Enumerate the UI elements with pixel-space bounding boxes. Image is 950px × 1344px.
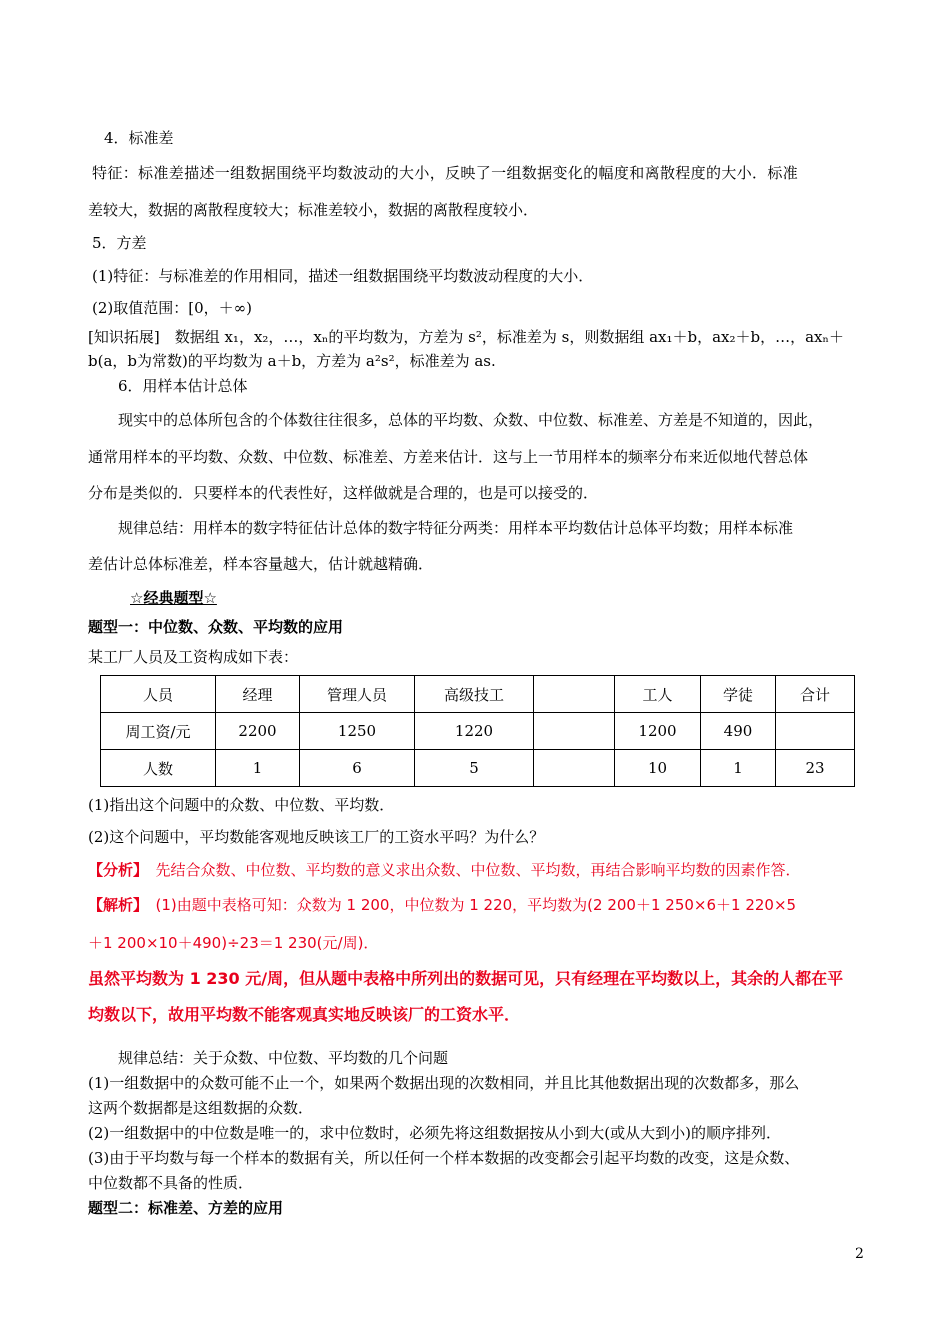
table-cell: 490 [701, 713, 776, 750]
paragraph-line: 现实中的总体所包含的个体数往往很多，总体的平均数、众数、中位数、标准差、方差是不知道的，因此， [118, 411, 824, 429]
solution-line: 均数以下，故用平均数不能客观真实地反映该厂的工资水平． [88, 1005, 521, 1024]
analysis-text: 先结合众数、中位数、平均数的意义求出众数、中位数、平均数，再结合影响平均数的因素作答． [140, 861, 801, 879]
paragraph-line: 分布是类似的．只要样本的代表性好，这样做就是合理的，也是可以接受的． [88, 484, 599, 502]
question-type-title: 题型二：标准差、方差的应用 [88, 1199, 284, 1217]
table-cell: 人员 [101, 676, 216, 713]
solution [88, 895, 796, 915]
paragraph-line: 差估计总体标准差，样本容量越大，估计就越精确． [88, 555, 434, 573]
table-cell [534, 676, 615, 713]
paragraph-line: 通常用样本的平均数、众数、中位数、标准差、方差来估计．这与上一节用样本的频率分布来近似地代替总体 [88, 448, 809, 466]
wage-table [100, 675, 855, 787]
heading-5: 5．方差 [92, 234, 147, 252]
table-cell: 2200 [216, 713, 300, 750]
analysis [88, 860, 801, 880]
paragraph-line: (2)取值范围：[0，＋∞) [92, 299, 252, 317]
knowledge-extension: [知识拓展] 数据组 x₁，x₂，…，xₙ的平均数为，方差为 s²，标准差为 s，则数据组 ax₁＋b，ax₂＋b，…，axₙ＋ [88, 328, 845, 346]
summary-item: 中位数都不具备的性质． [88, 1174, 254, 1192]
table-cell: 合计 [776, 676, 855, 713]
paragraph-line: 特征：标准差描述一组数据围绕平均数波动的大小，反映了一组数据变化的幅度和离散程度的大小．标准 [92, 164, 799, 182]
table-cell: 人数 [101, 750, 216, 787]
table-cell: 周工资/元 [101, 713, 216, 750]
table-cell: 1200 [615, 713, 701, 750]
section-title: ☆经典题型☆ [130, 589, 217, 607]
problem-statement: 某工厂人员及工资构成如下表： [88, 648, 299, 666]
table-row [101, 750, 855, 787]
table-cell: 经理 [216, 676, 300, 713]
table-cell: 学徒 [701, 676, 776, 713]
table-cell: 6 [300, 750, 415, 787]
paragraph-line: (1)特征：与标准差的作用相同，描述一组数据围绕平均数波动程度的大小． [92, 267, 594, 285]
analysis-label: 【分析】 [88, 861, 141, 879]
solution-line: 虽然平均数为 1 230 元/周，但从题中表格中所列出的数据可见，只有经理在平均数以上，其余的人都在平 [88, 969, 844, 988]
page-number: 2 [855, 1246, 864, 1262]
summary-item: (1)一组数据中的众数可能不止一个，如果两个数据出现的次数相同，并且比其他数据出现的次数都多，那么 [88, 1074, 800, 1092]
heading-4: 4．标准差 [104, 129, 174, 147]
summary-item: 这两个数据都是这组数据的众数． [88, 1099, 314, 1117]
question-2: (2)这个问题中，平均数能客观地反映该工厂的工资水平吗？为什么？ [88, 828, 545, 846]
question-type-title: 题型一：中位数、众数、平均数的应用 [88, 618, 344, 636]
question-1: (1)指出这个问题中的众数、中位数、平均数． [88, 796, 395, 814]
table-cell: 23 [776, 750, 855, 787]
table-cell: 1 [216, 750, 300, 787]
table-cell [534, 713, 615, 750]
table-cell: 高级技工 [415, 676, 534, 713]
summary-item: (3)由于平均数与每一个样本的数据有关，所以任何一个样本数据的改变都会引起平均数的改变，这是众数、 [88, 1149, 800, 1167]
table-cell [534, 750, 615, 787]
heading-6: 6．用样本估计总体 [118, 377, 248, 395]
solution-label: 【解析】 [88, 896, 141, 914]
paragraph-line: 规律总结：用样本的数字特征估计总体的数字特征分两类：用样本平均数估计总体平均数；用样本标准 [118, 519, 794, 537]
summary-item: (2)一组数据中的中位数是唯一的，求中位数时，必须先将这组数据按从小到大(或从大到小)的顺序排列． [88, 1124, 781, 1142]
table-cell: 管理人员 [300, 676, 415, 713]
knowledge-extension: b(a，b为常数)的平均数为 a＋b，方差为 a²s²，标准差为 as. [88, 352, 496, 370]
summary-title: 规律总结：关于众数、中位数、平均数的几个问题 [118, 1049, 449, 1067]
table-row [101, 676, 855, 713]
solution-line: ＋1 200×10＋490)÷23＝1 230(元/周)． [88, 934, 379, 952]
table-cell: 工人 [615, 676, 701, 713]
table-cell: 5 [415, 750, 534, 787]
table-cell [776, 713, 855, 750]
table-cell: 10 [615, 750, 701, 787]
solution-text: (1)由题中表格可知：众数为 1 200，中位数为 1 220，平均数为(2 200＋1 250×6＋1 220×5 [140, 896, 797, 914]
table-cell: 1250 [300, 713, 415, 750]
table-cell: 1220 [415, 713, 534, 750]
table-cell: 1 [701, 750, 776, 787]
paragraph-line: 差较大，数据的离散程度较大；标准差较小，数据的离散程度较小． [88, 201, 539, 219]
table-row [101, 713, 855, 750]
